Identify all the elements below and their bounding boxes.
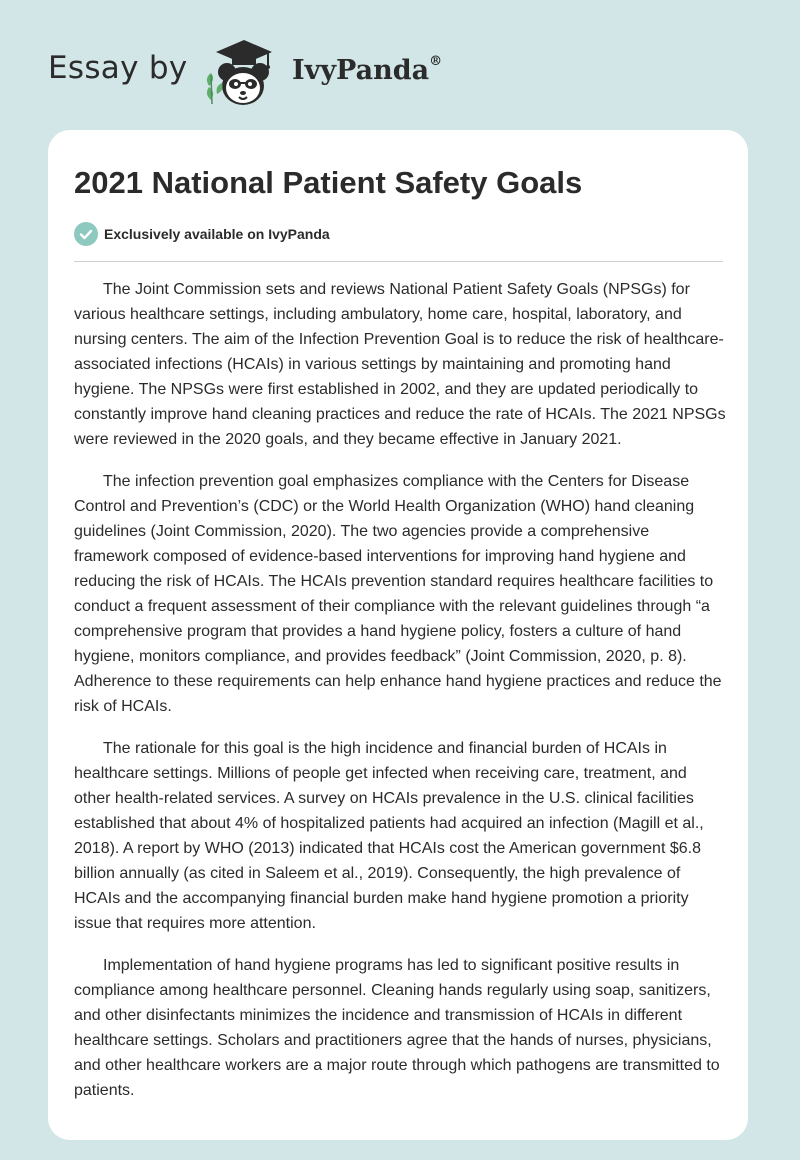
title-divider <box>74 261 723 262</box>
panda-logo-icon[interactable] <box>202 36 282 110</box>
essay-paragraph: The rationale for this goal is the high incidence and financial burden of HCAIs in healthcare settings. Millions of people get infected when receiving care, treatment, and other health-related services. A survey on HCAIs prevalence in the U.S. clinical facilities established that about 4% of hospitalized patients had acquired an infection (Magill et al., 2018). A report by WHO (2013) indicated that HCAIs cost the American government $6.8 billion annually (as cited in Saleem et al., 2019). Consequently, the high prevalence of HCAIs and the accompanying financial burden make hand hygiene promotion a priority issue that requires more attention. <box>74 740 704 932</box>
site-header <box>0 0 800 130</box>
exclusive-badge-label: Exclusively available on IvyPanda <box>104 226 330 242</box>
ivypanda-wordmark[interactable] <box>292 55 442 86</box>
check-circle-icon <box>74 222 98 246</box>
essay-paragraph: The Joint Commission sets and reviews National Patient Safety Goals (NPSGs) for various healthcare settings, including ambulatory, home care, hospital, laboratory, and nursing centers. The aim of the Infection Prevention Goal is to reduce the risk of healthcare-associated infections (HCAIs) in various settings by maintaining and promoting hand hygiene. The NPSGs were first established in 2002, and they are updated periodically to constantly improve hand cleaning practices and reduce the rate of HCAIs. The 2021 NPSGs were reviewed in the 2020 goals, and they became effective in January 2021. <box>74 281 726 448</box>
registered-mark: ® <box>429 54 443 69</box>
essay-by-label: Essay by <box>48 50 188 86</box>
essay-body <box>74 277 726 1120</box>
page-title: 2021 National Patient Safety Goals <box>74 165 583 200</box>
essay-paragraph: The infection prevention goal emphasizes compliance with the Centers for Disease Control and Prevention’s (CDC) or the World Health Organization (WHO) hand cleaning guidelines (Joint Commission, 2020). The two agencies provide a comprehensive framework composed of evidence-based interventions for improving hand hygiene and reducing the risk of HCAIs. The HCAIs prevention standard requires healthcare facilities to conduct a frequent assessment of their compliance with the relevant guidelines through “a comprehensive program that provides a hand hygiene policy, fosters a culture of hand hygiene, monitors compliance, and provides feedback” (Joint Commission, 2020, p. 8). Adherence to these requirements can help enhance hand hygiene practices and reduce the risk of HCAIs. <box>74 473 722 715</box>
essay-card <box>48 130 748 1140</box>
exclusive-badge <box>74 222 330 246</box>
essay-paragraph: Implementation of hand hygiene programs has led to significant positive results in compliance among healthcare personnel. Cleaning hands regularly using soap, sanitizers, and other disinfectants minimizes the incidence and transmission of HCAIs in different healthcare settings. Scholars and practitioners agree that the hands of nurses, physicians, and other healthcare workers are a major route through which pathogens are transmitted to patients. <box>74 957 720 1099</box>
brand-name-text: IvyPanda <box>292 55 430 86</box>
